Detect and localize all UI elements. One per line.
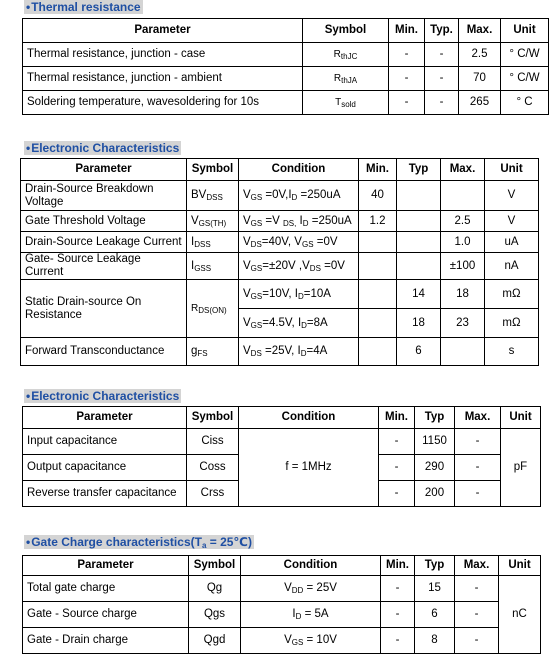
table-row: [23, 602, 541, 628]
header-symbol: Symbol: [187, 407, 239, 429]
min-cell: -: [389, 67, 425, 91]
max-cell: -: [455, 602, 499, 628]
max-cell: -: [455, 481, 501, 507]
typ-cell: 290: [415, 455, 455, 481]
param-cell: Total gate charge: [23, 576, 189, 602]
header-parameter: Parameter: [23, 19, 303, 43]
max-cell: -: [455, 576, 499, 602]
min-cell: 1.2: [359, 211, 397, 232]
typ-cell: -: [425, 67, 459, 91]
symbol-cell: Ciss: [187, 429, 239, 455]
header-condition: Condition: [239, 407, 379, 429]
typ-cell: 6: [397, 338, 441, 366]
electronic-table-2: [22, 406, 541, 507]
param-cell: Drain-Source Leakage Current: [21, 232, 187, 253]
table-row: [23, 43, 549, 67]
typ-cell: 18: [397, 309, 441, 338]
unit-cell: uA: [485, 232, 539, 253]
table-row: [23, 628, 541, 654]
electronic-heading-2: •Electronic Characteristics: [26, 389, 180, 403]
param-cell: Gate - Source charge: [23, 602, 189, 628]
min-cell: [359, 309, 397, 338]
header-min: Min.: [379, 407, 415, 429]
unit-cell: ° C/W: [501, 67, 549, 91]
header-typ: Typ.: [425, 19, 459, 43]
typ-cell: [397, 181, 441, 211]
max-cell: [441, 338, 485, 366]
unit-cell: mΩ: [485, 280, 539, 309]
header-parameter: Parameter: [23, 556, 189, 576]
table-row: [21, 232, 539, 253]
symbol-cell: Crss: [187, 481, 239, 507]
typ-cell: 200: [415, 481, 455, 507]
table-row: [23, 67, 549, 91]
unit-cell: ° C/W: [501, 43, 549, 67]
table-header-row: [21, 159, 539, 181]
param-cell: Drain-Source Breakdown Voltage: [21, 181, 187, 211]
param-cell: Thermal resistance, junction - ambient: [23, 67, 303, 91]
table-row: [21, 338, 539, 366]
symbol-cell: $R_{thJC}$: [303, 43, 389, 67]
thermal-heading: •Thermal resistance: [26, 0, 141, 14]
condition-cell: $V_{GS}=10V$, $I_D=10A$: [239, 280, 359, 309]
table-row: [21, 181, 539, 211]
header-unit: Unit: [501, 407, 541, 429]
min-cell: -: [381, 576, 415, 602]
header-typ: Typ: [415, 556, 455, 576]
max-cell: 1.0: [441, 232, 485, 253]
param-cell: Gate Threshold Voltage: [21, 211, 187, 232]
table-header-row: [23, 556, 541, 576]
symbol-cell: $I_{DSS}$: [187, 232, 239, 253]
max-cell: 2.5: [459, 43, 501, 67]
header-max: Max.: [455, 556, 499, 576]
header-typ: Typ: [397, 159, 441, 181]
param-cell: Input capacitance: [23, 429, 187, 455]
typ-cell: 15: [415, 576, 455, 602]
condition-cell: $V_{DD} = 25V$: [241, 576, 381, 602]
min-cell: -: [379, 481, 415, 507]
unit-cell: mΩ: [485, 309, 539, 338]
symbol-cell: Qg: [189, 576, 241, 602]
param-cell: Gate - Drain charge: [23, 628, 189, 654]
header-condition: Condition: [239, 159, 359, 181]
typ-cell: [397, 211, 441, 232]
max-cell: -: [455, 429, 501, 455]
header-symbol: Symbol: [189, 556, 241, 576]
table-row: [23, 429, 541, 455]
min-cell: -: [379, 429, 415, 455]
min-cell: -: [379, 455, 415, 481]
electronic-table-1: [20, 158, 539, 366]
unit-cell: pF: [501, 429, 541, 507]
header-symbol: Symbol: [303, 19, 389, 43]
symbol-cell: $BV_{DSS}$: [187, 181, 239, 211]
header-parameter: Parameter: [21, 159, 187, 181]
min-cell: 40: [359, 181, 397, 211]
param-cell: Forward Transconductance: [21, 338, 187, 366]
table-row: [21, 253, 539, 280]
symbol-cell: $V_{GS(TH)}$: [187, 211, 239, 232]
min-cell: [359, 338, 397, 366]
header-max: Max.: [459, 19, 501, 43]
header-parameter: Parameter: [23, 407, 187, 429]
typ-cell: -: [425, 43, 459, 67]
max-cell: -: [455, 455, 501, 481]
header-symbol: Symbol: [187, 159, 239, 181]
table-row: [23, 576, 541, 602]
header-min: Min.: [389, 19, 425, 43]
symbol-cell: $T_{sold}$: [303, 91, 389, 115]
max-cell: 70: [459, 67, 501, 91]
header-typ: Typ: [415, 407, 455, 429]
typ-cell: 14: [397, 280, 441, 309]
condition-cell: $V_{GS} = 10V$: [241, 628, 381, 654]
gate-charge-table: [22, 555, 541, 654]
min-cell: -: [381, 602, 415, 628]
min-cell: [359, 232, 397, 253]
max-cell: ±100: [441, 253, 485, 280]
condition-cell: f = 1MHz: [239, 429, 379, 507]
unit-cell: V: [485, 181, 539, 211]
min-cell: -: [381, 628, 415, 654]
min-cell: [359, 253, 397, 280]
unit-cell: nC: [499, 576, 541, 654]
unit-cell: nA: [485, 253, 539, 280]
symbol-cell: $R_{DS(ON)}$: [187, 280, 239, 338]
typ-cell: 1150: [415, 429, 455, 455]
typ-cell: [397, 232, 441, 253]
header-condition: Condition: [241, 556, 381, 576]
typ-cell: 6: [415, 602, 455, 628]
condition-cell: $V_{DS}=40V$, $V_{GS} =0V$: [239, 232, 359, 253]
table-header-row: [23, 407, 541, 429]
max-cell: 18: [441, 280, 485, 309]
header-unit: Unit: [501, 19, 549, 43]
condition-cell: $I_D = 5A$: [241, 602, 381, 628]
header-max: Max.: [441, 159, 485, 181]
unit-cell: ° C: [501, 91, 549, 115]
max-cell: 265: [459, 91, 501, 115]
typ-cell: 8: [415, 628, 455, 654]
symbol-cell: Coss: [187, 455, 239, 481]
condition-cell: $V_{GS}=\pm 20V$ $,V_{DS} =0V$: [239, 253, 359, 280]
param-cell: Reverse transfer capacitance: [23, 481, 187, 507]
symbol-cell: $g_{FS}$: [187, 338, 239, 366]
min-cell: -: [389, 91, 425, 115]
max-cell: 2.5: [441, 211, 485, 232]
symbol-cell: $R_{thJA}$: [303, 67, 389, 91]
typ-cell: [397, 253, 441, 280]
min-cell: -: [389, 43, 425, 67]
condition-cell: $V_{GS} =0V,I_D =250uA$: [239, 181, 359, 211]
table-row: [21, 280, 539, 309]
condition-cell: $V_{GS} =V$ $_{DS,}$ $I_D =250uA$: [239, 211, 359, 232]
symbol-cell: Qgd: [189, 628, 241, 654]
max-cell: [441, 181, 485, 211]
header-unit: Unit: [499, 556, 541, 576]
header-min: Min.: [359, 159, 397, 181]
table-header-row: [23, 19, 549, 43]
symbol-cell: Qgs: [189, 602, 241, 628]
condition-cell: $V_{DS} =25V$, $I_D=4A$: [239, 338, 359, 366]
electronic-heading-1: •Electronic Characteristics: [26, 141, 180, 155]
table-row: [21, 211, 539, 232]
condition-cell: $V_{GS}=4.5V$, $I_D=8A$: [239, 309, 359, 338]
param-cell: Output capacitance: [23, 455, 187, 481]
gate-charge-heading: •Gate Charge $characteristics(T_a$ = 25℃): [26, 535, 252, 550]
table-row: [23, 91, 549, 115]
param-cell: Thermal resistance, junction - case: [23, 43, 303, 67]
param-cell: Gate- Source Leakage Current: [21, 253, 187, 280]
max-cell: -: [455, 628, 499, 654]
param-cell: Static Drain-source On Resistance: [21, 280, 187, 338]
header-max: Max.: [455, 407, 501, 429]
unit-cell: V: [485, 211, 539, 232]
max-cell: 23: [441, 309, 485, 338]
typ-cell: -: [425, 91, 459, 115]
thermal-table: [22, 18, 549, 115]
min-cell: [359, 280, 397, 309]
param-cell: Soldering temperature, wavesoldering for 10s: [23, 91, 303, 115]
header-unit: Unit: [485, 159, 539, 181]
unit-cell: s: [485, 338, 539, 366]
header-min: Min.: [381, 556, 415, 576]
symbol-cell: $I_{GSS}$: [187, 253, 239, 280]
